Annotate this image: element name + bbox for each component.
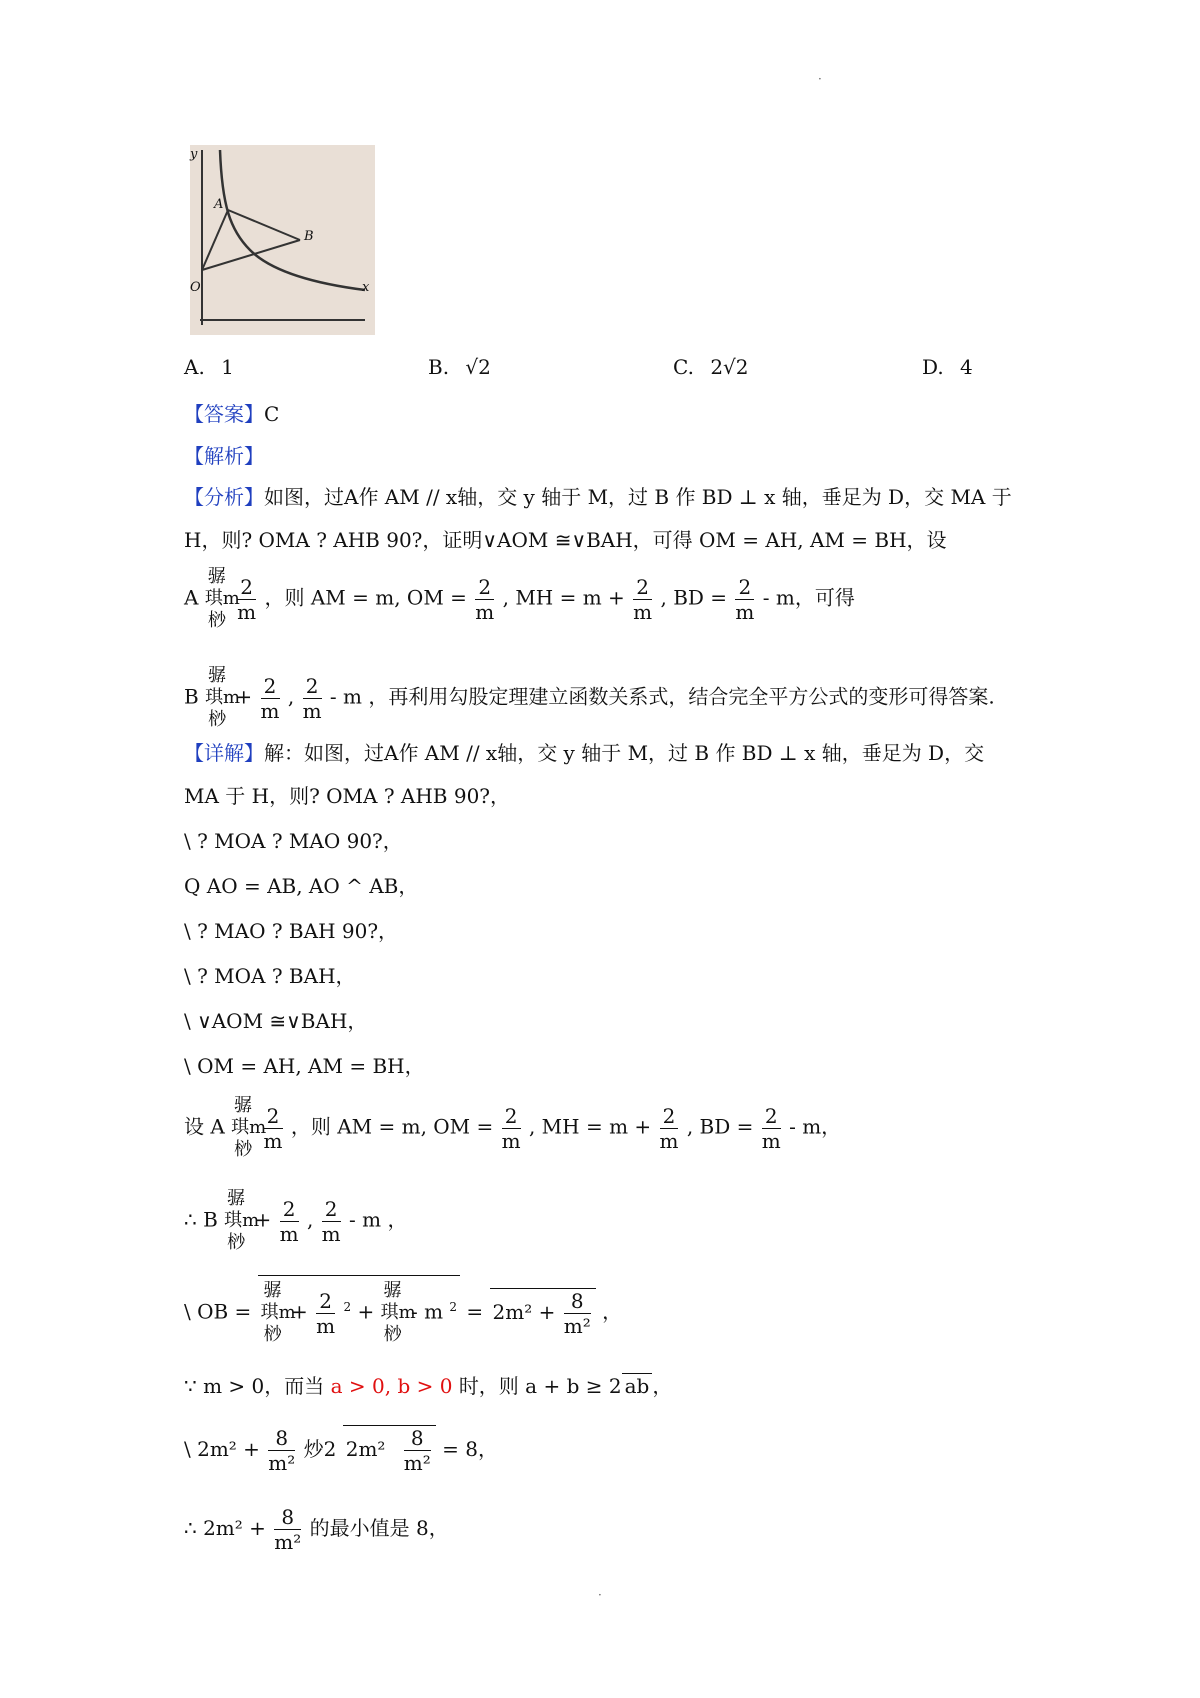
fraction: $\frac{2}{m}$	[475, 574, 495, 624]
fenxi-line-3: A 骣 琪m 桫 $\frac{2}{m}$ ，则 AM = m, OM = $\frac{2}{m}$ , MH = m + $\frac{2}{m}$ , BD = $\frac{2}{m}$ - m，可得	[184, 566, 855, 631]
option-value: √2	[465, 355, 491, 379]
step-4: \ ? MOA ? BAH，	[184, 964, 356, 988]
label-x: x	[362, 280, 370, 295]
fraction: $\frac{8}{\text{m²}}$	[268, 1426, 296, 1475]
option-b	[428, 355, 491, 379]
garbled-bracket: 骣 琪m 桫	[205, 665, 241, 730]
fraction: $\frac{2}{m}$	[237, 574, 257, 624]
fraction: $\frac{2}{m}$	[633, 574, 653, 624]
hyperbola-figure	[190, 145, 375, 335]
sqrt-expression: 2m² + $\frac{8}{\text{m²}}$	[490, 1288, 596, 1338]
label-a: A	[214, 197, 224, 212]
fraction: $\frac{2}{m}$	[279, 1196, 299, 1246]
label-y: y	[190, 147, 198, 162]
fenxi-line-4: B 骣 琪m 桫 + $\frac{2}{m}$ , $\frac{2}{m}$ - m ，再利用勾股定理建立函数关系式，结合完全平方公式的变形可得答案.	[184, 665, 995, 730]
xiangjie-line-1: 【详解】解：如图，过A作 AM // x轴，交 y 轴于 M，过 B 作 BD ⊥ x 轴，垂足为 D，交	[184, 741, 985, 765]
answer-tag: 【答案】	[184, 402, 264, 426]
garbled-bracket: 骣 琪m 桫	[204, 566, 240, 631]
fraction: $\frac{8}{\text{m²}}$	[563, 1288, 591, 1338]
step-6: \ OM = AH, AM = BH，	[184, 1054, 425, 1078]
sqrt-expression: 骣 琪m 桫 + $\frac{2}{m}$ $^2$ + 骣 琪m 桫 - m $^2$	[258, 1275, 460, 1346]
step-3: \ ? MAO ? BAH 90?，	[184, 919, 399, 943]
ob-line: \ OB = 骣 琪m 桫 + $\frac{2}{m}$ $^2$ + 骣 琪m 桫 - m $^2$ = 2m² + $\frac{8}{\text{m²}}$ ，	[184, 1275, 622, 1346]
inequality-line: \ 2m² + $\frac{8}{\text{m²}}$ 炒2 2m² $\frac{8}{\text{m²}}$ = 8，	[184, 1426, 498, 1475]
highlight-condition: a > 0, b > 0	[330, 1374, 453, 1398]
fraction: $\frac{2}{m}$	[316, 1288, 336, 1338]
fraction: $\frac{2}{m}$	[501, 1103, 521, 1153]
label-b: B	[304, 229, 314, 244]
step-1: \ ? MOA ? MAO 90?，	[184, 829, 403, 853]
fraction: $\frac{2}{m}$	[735, 574, 755, 624]
option-value: 4	[960, 355, 973, 379]
step-2: Q AO = AB, AO ^ AB，	[184, 874, 419, 898]
sqrt-expression: 2m² $\frac{8}{\text{m²}}$	[343, 1425, 436, 1475]
garbled-bracket: 骣 琪m 桫	[231, 1095, 267, 1160]
segment-ob	[202, 240, 300, 270]
fenxi-line-2: H，则? OMA ? AHB 90?，证明∨AOM ≅∨BAH，可得 OM = AH, AM = BH，设	[184, 528, 947, 552]
step-5: \ ∨AOM ≅∨BAH，	[184, 1009, 368, 1033]
hyperbola-curve	[220, 150, 365, 290]
fraction: $\frac{8}{\text{m²}}$	[274, 1505, 302, 1554]
label-o: O	[190, 280, 201, 295]
therefore-b-line: ∴ B 骣 琪m 桫 + $\frac{2}{m}$ , $\frac{2}{m}$ - m ，	[184, 1188, 408, 1253]
fraction: $\frac{2}{m}$	[302, 673, 322, 723]
option-letter: D.	[922, 355, 944, 379]
segment-oa	[202, 210, 228, 270]
header-dot: ·	[818, 72, 822, 86]
option-c	[673, 355, 749, 379]
answer-line	[184, 398, 279, 427]
xiangjie-tag: 【详解】	[184, 741, 264, 765]
option-letter: B.	[428, 355, 450, 379]
xiangjie-line-2: MA 于 H，则? OMA ? AHB 90?，	[184, 784, 511, 808]
option-letter: C.	[673, 355, 694, 379]
min-line: ∴ 2m² + $\frac{8}{\text{m²}}$ 的最小值是 8，	[184, 1505, 449, 1554]
since-line: ∵ m > 0，而当 a > 0, b > 0 时，则 a + b ≥ 2 ab ，	[184, 1374, 673, 1398]
sqrt-ab: ab	[622, 1373, 653, 1398]
footer-dot: ·	[598, 1588, 602, 1602]
garbled-bracket: 骣 琪m 桫	[260, 1280, 296, 1345]
fraction: $\frac{2}{m}$	[321, 1196, 341, 1246]
fraction: $\frac{2}{m}$	[659, 1103, 679, 1153]
option-letter: A.	[184, 355, 205, 379]
option-value: 1	[221, 355, 234, 379]
analysis-heading: 【解析】	[184, 444, 264, 468]
fraction: $\frac{2}{m}$	[260, 673, 280, 723]
option-d	[922, 355, 973, 379]
fenxi-line-1: 【分析】如图，过A作 AM // x轴，交 y 轴于 M，过 B 作 BD ⊥ x 轴，垂足为 D，交 MA 于	[184, 485, 1012, 509]
garbled-bracket: 骣 琪m 桫	[224, 1188, 260, 1253]
hyperbola-graph	[190, 145, 375, 335]
set-a-line: 设 A 骣 琪m 桫 $\frac{2}{m}$ ，则 AM = m, OM = $\frac{2}{m}$ , MH = m + $\frac{2}{m}$ , BD = $\frac{2}{m}$ - m，	[184, 1095, 842, 1160]
option-value: 2√2	[710, 355, 749, 379]
fraction: $\frac{2}{m}$	[263, 1103, 283, 1153]
fenxi-tag: 【分析】	[184, 485, 264, 509]
answer-value: C	[264, 402, 280, 426]
option-a	[184, 355, 234, 379]
fraction: $\frac{2}{m}$	[761, 1103, 781, 1153]
garbled-bracket: 骣 琪m 桫	[380, 1280, 416, 1345]
fraction: $\frac{8}{\text{m²}}$	[403, 1426, 431, 1475]
